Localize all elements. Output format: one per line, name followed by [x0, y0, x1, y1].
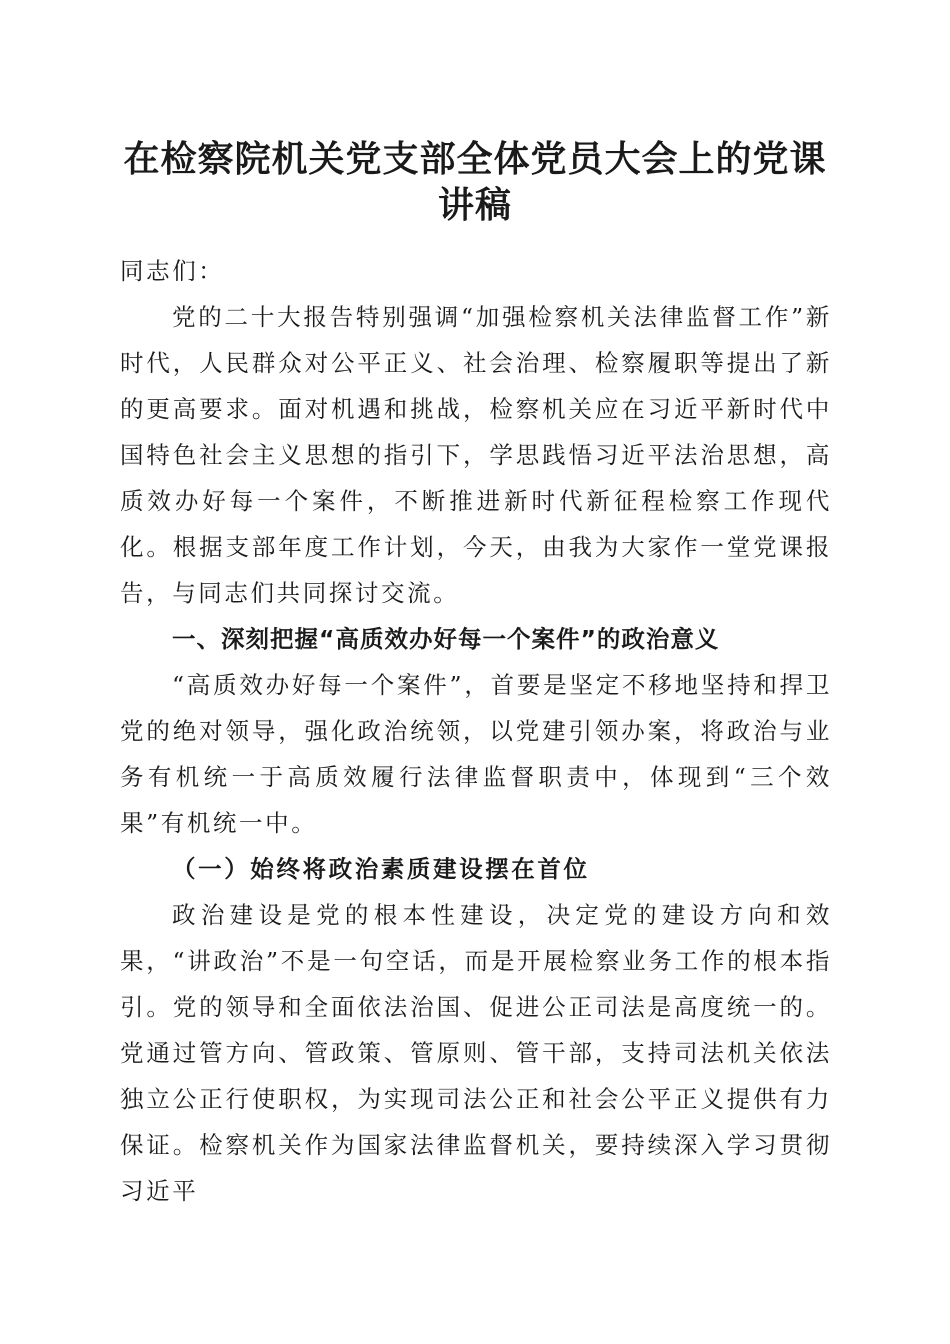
- document-body: [120, 248, 832, 1214]
- paragraph-subsection-1: 政治建设是党的根本性建设，决定党的建设方向和效果，“讲政治”不是一句空话，而是开展检察业务工作的根本指引。党的领导和全面依法治国、促进公正司法是高度统一的。党通过管方向、管政策、管原则、管干部，支持司法机关依法独立公正行使职权，为实现司法公正和社会公平正义提供有力保证。检察机关作为国家法律监督机关，要持续深入学习贯彻习近平: [120, 901, 832, 1205]
- paragraph-section-1: “高质效办好每一个案件”，首要是坚定不移地坚持和捍卫党的绝对领导，强化政治统领，以党建引领办案，将政治与业务有机统一于高质效履行法律监督职责中，体现到“三个效果”有机统一中。: [120, 671, 832, 837]
- document-title: 在检察院机关党支部全体党员大会上的党课讲稿: [123, 138, 827, 226]
- paragraph-intro: 党的二十大报告特别强调“加强检察机关法律监督工作”新时代，人民群众对公平正义、社会治理、检察履职等提出了新的更高要求。面对机遇和挑战，检察机关应在习近平新时代中国特色社会主义思想的指引下，学思践悟习近平法治思想，高质效办好每一个案件，不断推进新时代新征程检察工作现代化。根据支部年度工作计划，今天，由我为大家作一堂党课报告，与同志们共同探讨交流。: [120, 303, 832, 607]
- salutation: 同志们：: [120, 257, 225, 285]
- subsection-heading-1: （一）始终将政治素质建设摆在首位: [172, 855, 590, 883]
- section-heading-1: 一、深刻把握“高质效办好每一个案件”的政治意义: [172, 625, 720, 653]
